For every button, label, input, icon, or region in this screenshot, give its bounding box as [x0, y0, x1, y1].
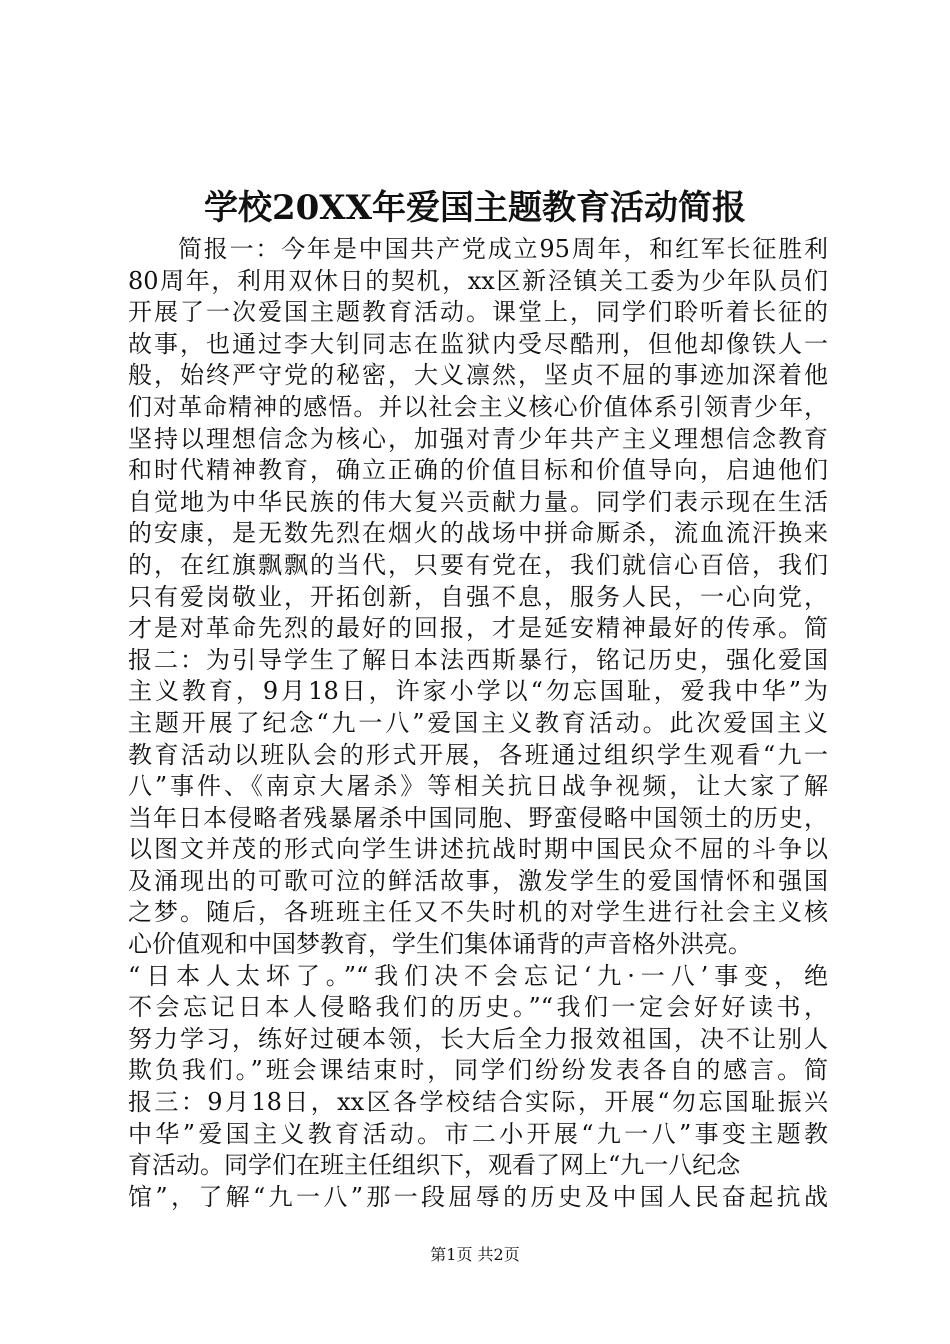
- document-body: [128, 234, 828, 1213]
- body-line: 主题开展了纪念“九一八”爱国主义教育活动。此次爱国主义: [128, 708, 828, 737]
- body-line: 和时代精神教育，确立正确的价值目标和价值导向，启迪他们: [128, 456, 828, 485]
- body-line: 八”事件、《南京大屠杀》等相关抗日战争视频，让大家了解: [128, 772, 828, 801]
- body-line: 及涌现出的可歌可泣的鲜活故事，激发学生的爱国情怀和强国: [128, 866, 828, 895]
- body-line: 的，在红旗飘飘的当代，只要有党在，我们就信心百倍，我们: [128, 550, 828, 579]
- body-line: 才是对革命先烈的最好的回报，才是延安精神最好的传承。简: [128, 614, 828, 643]
- page-footer: 第1页 共2页: [430, 1245, 520, 1264]
- body-line: 以图文并茂的形式向学生讲述抗战时期中国民众不屈的斗争以: [128, 835, 828, 864]
- body-line: 育活动。同学们在班主任组织下，观看了网上“九一八纪念: [128, 1151, 741, 1180]
- body-line: 当年日本侵略者残暴屠杀中国同胞、野蛮侵略中国领土的历史，: [128, 803, 828, 832]
- body-line: 开展了一次爱国主题教育活动。课堂上，同学们聆听着长征的: [128, 298, 828, 327]
- body-line: 教育活动以班队会的形式开展，各班通过组织学生观看“九一: [128, 740, 828, 769]
- body-line: 自觉地为中华民族的伟大复兴贡献力量。同学们表示现在生活: [128, 487, 828, 516]
- body-line: 只有爱岗敬业，开拓创新，自强不息，服务人民，一心向党，: [128, 582, 828, 611]
- body-line: 报三：9月18日，xx区各学校结合实际，开展“勿忘国耻振兴: [128, 1088, 828, 1117]
- body-line: 中华”爱国主义教育活动。市二小开展“九一八”事变主题教: [128, 1119, 828, 1148]
- body-line: 报二：为引导学生了解日本法西斯暴行，铭记历史，强化爱国: [128, 645, 828, 674]
- body-line: 80周年，利用双休日的契机，xx区新泾镇关工委为少年队员们: [128, 266, 828, 295]
- body-line: 努力学习，练好过硬本领，长大后全力报效祖国，决不让别人: [128, 1024, 828, 1053]
- body-line: 主义教育，9月18日，许家小学以“勿忘国耻，爱我中华”为: [128, 677, 828, 706]
- body-line: 欺负我们。”班会课结束时，同学们纷纷发表各自的感言。简: [128, 1056, 828, 1085]
- body-line: 坚持以理想信念为核心，加强对青少年共产主义理想信念教育: [128, 424, 828, 453]
- body-line: 般，始终严守党的秘密，大义凛然，坚贞不屈的事迹加深着他: [128, 361, 828, 390]
- body-line: 的安康，是无数先烈在烟火的战场中拼命厮杀，流血流汗换来: [128, 519, 828, 548]
- document-title: 学校20XX年爱国主题教育活动简报: [203, 188, 747, 228]
- body-line: 馆”，了解“九一八”那一段屈辱的历史及中国人民奋起抗战: [128, 1182, 828, 1211]
- body-line: 们对革命精神的感悟。并以社会主义核心价值体系引领青少年，: [128, 392, 828, 421]
- body-line: “日本人太坏了。”“我们决不会忘记‘九·一八’事变，绝: [128, 961, 828, 990]
- body-line: 故事，也通过李大钊同志在监狱内受尽酷刑，但他却像铁人一: [128, 329, 828, 358]
- body-line: 之梦。随后，各班班主任又不失时机的对学生进行社会主义核: [128, 898, 828, 927]
- body-line: 心价值观和中国梦教育，学生们集体诵背的声音格外洪亮。: [128, 930, 752, 959]
- body-line: 简报一：今年是中国共产党成立95周年，和红军长征胜利: [178, 235, 828, 263]
- body-line: 不会忘记日本人侵略我们的历史。”“我们一定会好好读书，: [128, 993, 828, 1022]
